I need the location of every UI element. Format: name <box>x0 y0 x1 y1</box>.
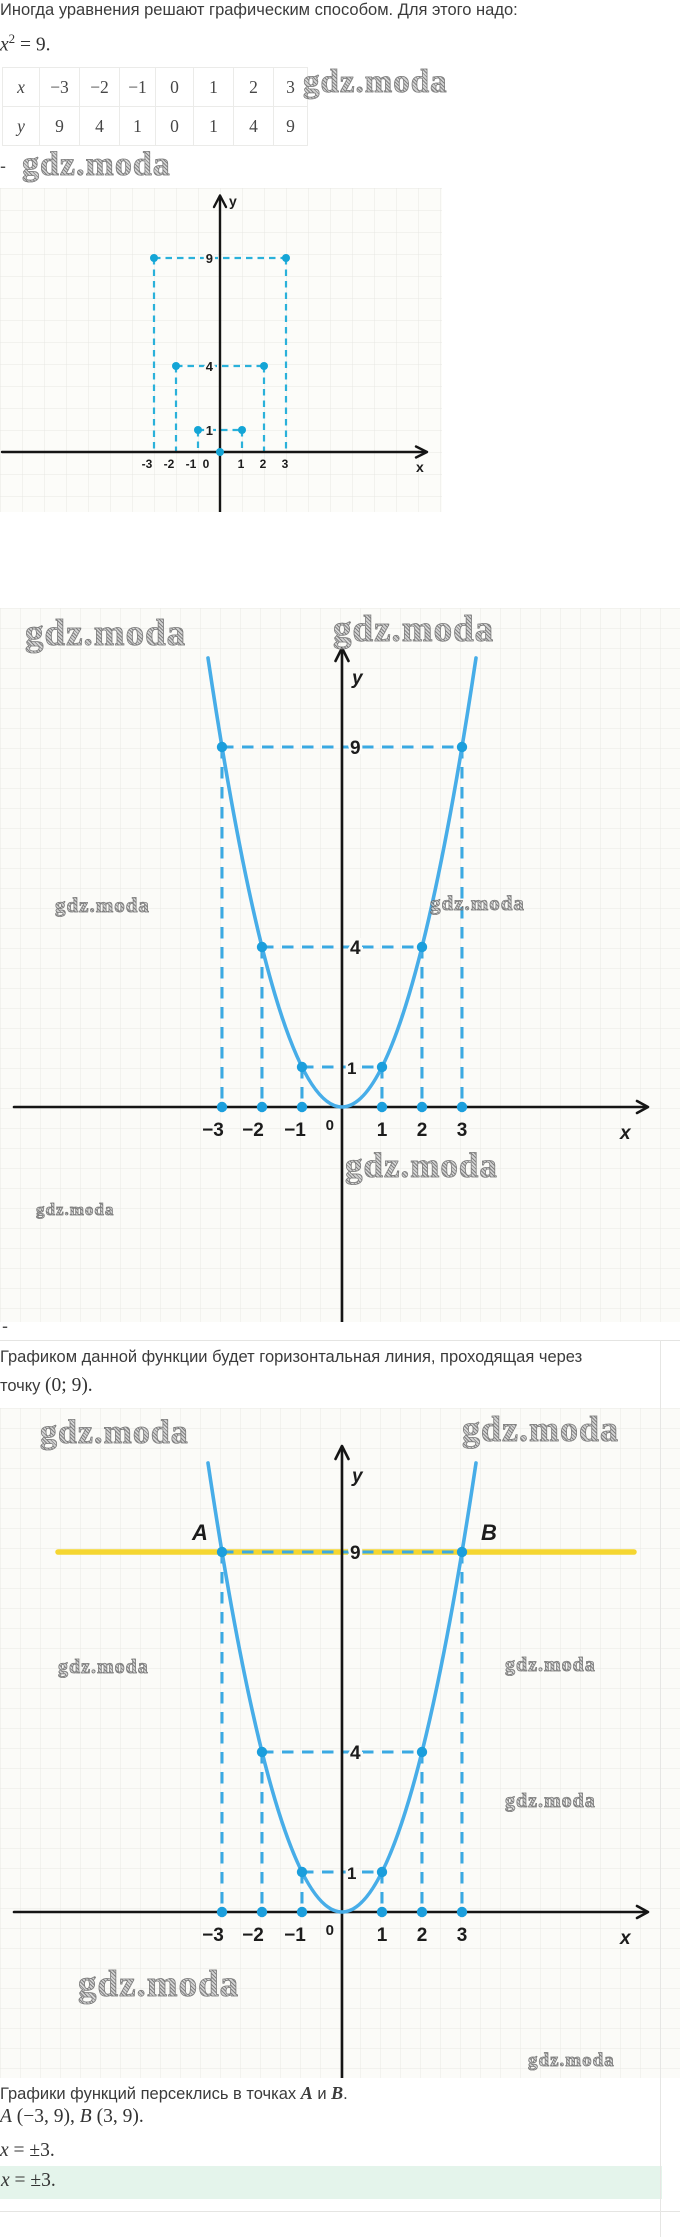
watermark: gdz.moda <box>55 893 150 917</box>
watermark: gdz.moda <box>303 64 448 100</box>
tick-minus1: −1 <box>284 1925 306 1946</box>
cell: −3 <box>40 68 80 107</box>
middle-line2-point: (0; 9). <box>45 1375 93 1396</box>
conclusion-solution <box>0 2140 55 2162</box>
watermark: gdz.moda <box>22 146 171 183</box>
tick-minus3: -3 <box>141 457 153 471</box>
tick-minus2: −2 <box>242 1120 264 1141</box>
tick-minus3: −3 <box>202 1925 224 1946</box>
point-a-coords: (−3, 9), <box>11 2106 80 2127</box>
x-axis-label: x <box>620 1123 631 1144</box>
point-b-label: B <box>481 1520 497 1545</box>
watermark: gdz.moda <box>58 1656 149 1678</box>
middle-text-line2 <box>0 1375 93 1397</box>
cell: 4 <box>80 107 120 146</box>
tick-minus1: −1 <box>284 1120 306 1141</box>
conclusion-period: . <box>343 2085 348 2103</box>
equation-rest: = 9. <box>15 34 51 56</box>
origin-label: 0 <box>325 1117 334 1134</box>
point-a-label: A <box>192 1520 208 1545</box>
answer-value: = ±3. <box>9 2170 56 2191</box>
tick-2: 2 <box>416 1120 428 1141</box>
level-label-9: 9 <box>205 251 213 266</box>
watermark: gdz.moda <box>25 613 187 654</box>
level-label-1: 1 <box>347 1864 357 1883</box>
watermark: gdz.moda <box>462 1409 620 1449</box>
tick-minus1: -1 <box>185 457 197 471</box>
watermark: gdz.moda <box>40 1414 189 1451</box>
tick-3: 3 <box>456 1925 468 1946</box>
level-label-4: 4 <box>350 938 361 959</box>
cell: 1 <box>120 107 156 146</box>
watermark: gdz.moda <box>78 1964 240 2005</box>
list-dash: - <box>0 156 6 176</box>
origin-label: 0 <box>325 1922 334 1939</box>
level-label-4: 4 <box>350 1743 361 1764</box>
level-label-9: 9 <box>350 738 361 759</box>
tick-minus2: -2 <box>163 457 175 471</box>
cell-y-header: y <box>3 107 40 146</box>
point-b-ref: B <box>331 2083 344 2103</box>
tick-3: 3 <box>281 457 289 471</box>
tick-minus2: −2 <box>242 1925 264 1946</box>
cell: 1 <box>194 68 234 107</box>
level-label-9: 9 <box>350 1543 361 1564</box>
equation-exponent: 2 <box>8 31 16 46</box>
equation-variable: x <box>0 34 9 56</box>
conclusion-points <box>0 2106 144 2128</box>
conclusion-line1-text: Графики функций персеклись в точках <box>0 2085 301 2103</box>
table-row-y <box>3 107 308 146</box>
card-right-border <box>660 1340 661 2237</box>
y-axis-label: y <box>352 668 363 689</box>
watermark: gdz.moda <box>430 891 525 915</box>
middle-text-line1: Графиком данной функции будет горизонтальная линия, проходящая через <box>0 1348 583 1366</box>
cell: 3 <box>274 68 308 107</box>
watermark: gdz.moda <box>505 1654 596 1676</box>
tick-3: 3 <box>456 1120 468 1141</box>
solution-value: = ±3. <box>8 2140 55 2161</box>
point-b-coord-var: B <box>79 2106 92 2127</box>
cell: 9 <box>40 107 80 146</box>
equation <box>0 31 51 57</box>
divider <box>0 1340 680 1341</box>
tick-minus3: −3 <box>202 1120 224 1141</box>
solution-var: x <box>0 2140 9 2161</box>
level-label-4: 4 <box>205 359 213 374</box>
tick-2: 2 <box>259 457 267 471</box>
x-axis-label: x <box>620 1928 631 1949</box>
table-row-x <box>3 68 308 107</box>
value-table <box>2 67 308 146</box>
cell: 4 <box>234 107 274 146</box>
point-a-coord-var: A <box>0 2106 12 2127</box>
point-a-ref: A <box>300 2083 313 2103</box>
middle-line2-prefix: точку <box>0 1377 46 1395</box>
level-label-1: 1 <box>347 1059 357 1078</box>
answer-var: x <box>1 2170 10 2191</box>
cell: −2 <box>80 68 120 107</box>
tick-1: 1 <box>376 1120 388 1141</box>
watermark: gdz.moda <box>333 609 495 650</box>
cell-x-header: x <box>3 68 40 107</box>
tick-0: 0 <box>202 457 210 471</box>
watermark: gdz.moda <box>505 1790 596 1812</box>
conclusion-conj: и <box>312 2085 332 2103</box>
final-answer <box>0 2166 662 2192</box>
point-b-coords: (3, 9). <box>91 2106 144 2127</box>
cell: 0 <box>156 68 194 107</box>
cell: 0 <box>156 107 194 146</box>
cell: 2 <box>234 68 274 107</box>
conclusion-line1 <box>0 2082 348 2105</box>
cell: 9 <box>274 107 308 146</box>
graph-table-points <box>0 188 442 512</box>
watermark: gdz.moda <box>528 2050 615 2071</box>
tick-1: 1 <box>237 457 245 471</box>
intro-text: Иногда уравнения решают графическим способом. Для этого надо: <box>0 1 518 19</box>
list-dash: - <box>2 1316 8 1336</box>
divider <box>0 2211 680 2212</box>
y-axis-label: y <box>352 1466 363 1487</box>
tick-2: 2 <box>416 1925 428 1946</box>
watermark: gdz.moda <box>36 1200 115 1219</box>
cell: 1 <box>194 107 234 146</box>
tick-1: 1 <box>376 1925 388 1946</box>
answer-highlight <box>0 2166 662 2199</box>
y-axis-label: y <box>229 193 237 209</box>
watermark: gdz.moda <box>345 1146 498 1185</box>
level-label-1: 1 <box>205 423 213 438</box>
x-axis-label: x <box>416 459 424 475</box>
cell: −1 <box>120 68 156 107</box>
